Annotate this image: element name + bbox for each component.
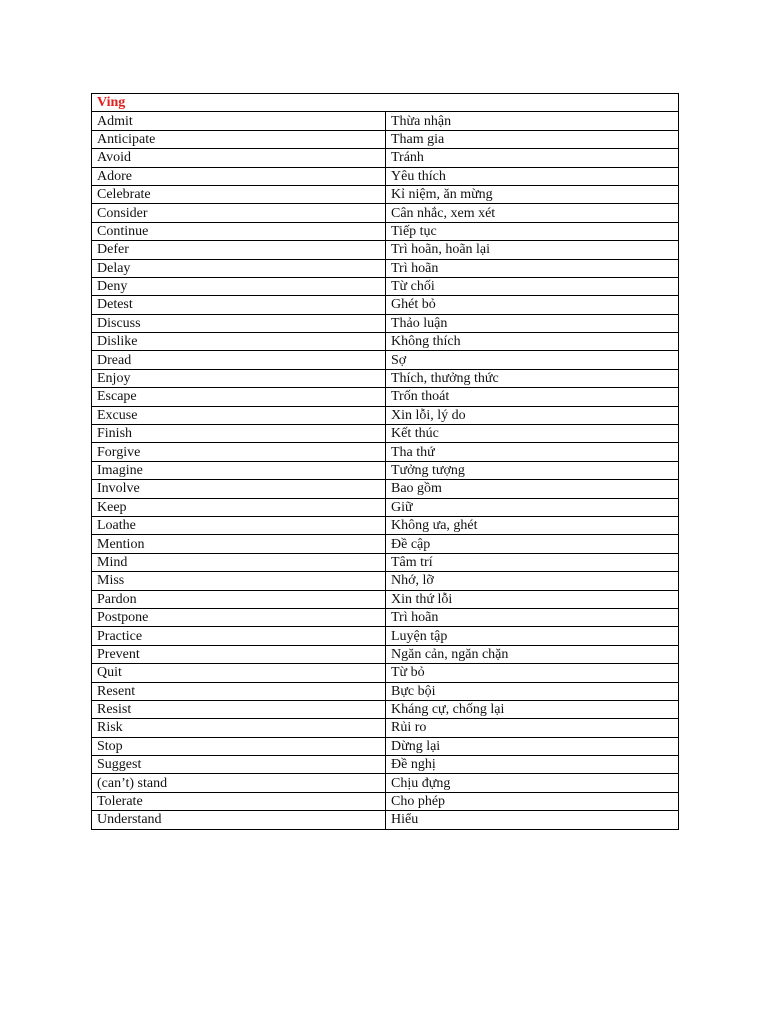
- table-row: [92, 167, 679, 185]
- english-word-cell: Finish: [92, 425, 386, 443]
- table-row: [92, 112, 679, 130]
- vietnamese-meaning-cell: Cân nhắc, xem xét: [386, 204, 679, 222]
- english-word-cell: Dread: [92, 351, 386, 369]
- english-word-cell: Continue: [92, 222, 386, 240]
- english-word-cell: Adore: [92, 167, 386, 185]
- table-row: [92, 700, 679, 718]
- vietnamese-meaning-cell: Không thích: [386, 333, 679, 351]
- table-row: [92, 130, 679, 148]
- vietnamese-meaning-cell: Thảo luận: [386, 314, 679, 332]
- table-row: [92, 369, 679, 387]
- table-row: [92, 241, 679, 259]
- english-word-cell: Pardon: [92, 590, 386, 608]
- english-word-cell: Celebrate: [92, 185, 386, 203]
- vietnamese-meaning-cell: Từ chối: [386, 277, 679, 295]
- english-word-cell: Delay: [92, 259, 386, 277]
- vietnamese-meaning-cell: Chịu đựng: [386, 774, 679, 792]
- english-word-cell: Risk: [92, 719, 386, 737]
- english-word-cell: Mention: [92, 535, 386, 553]
- table-row: [92, 425, 679, 443]
- english-word-cell: Tolerate: [92, 792, 386, 810]
- english-word-cell: Defer: [92, 241, 386, 259]
- vietnamese-meaning-cell: Kỉ niệm, ăn mừng: [386, 185, 679, 203]
- table-row: [92, 608, 679, 626]
- vietnamese-meaning-cell: Trì hoãn: [386, 608, 679, 626]
- table-row: [92, 774, 679, 792]
- english-word-cell: Keep: [92, 498, 386, 516]
- english-word-cell: Forgive: [92, 443, 386, 461]
- table-row: [92, 185, 679, 203]
- english-word-cell: Postpone: [92, 608, 386, 626]
- table-row: [92, 333, 679, 351]
- english-word-cell: Quit: [92, 664, 386, 682]
- table-row: [92, 737, 679, 755]
- table-row: [92, 572, 679, 590]
- english-word-cell: Mind: [92, 553, 386, 571]
- english-word-cell: Admit: [92, 112, 386, 130]
- vietnamese-meaning-cell: Tưởng tượng: [386, 461, 679, 479]
- vietnamese-meaning-cell: Yêu thích: [386, 167, 679, 185]
- vietnamese-meaning-cell: Giữ: [386, 498, 679, 516]
- table-row: [92, 627, 679, 645]
- vietnamese-meaning-cell: Tham gia: [386, 130, 679, 148]
- table-row: [92, 259, 679, 277]
- english-word-cell: Prevent: [92, 645, 386, 663]
- table-header-row: [92, 94, 679, 112]
- english-word-cell: Resent: [92, 682, 386, 700]
- english-word-cell: Avoid: [92, 149, 386, 167]
- table-row: [92, 553, 679, 571]
- vietnamese-meaning-cell: Đề cập: [386, 535, 679, 553]
- vietnamese-meaning-cell: Từ bỏ: [386, 664, 679, 682]
- english-word-cell: Suggest: [92, 756, 386, 774]
- vietnamese-meaning-cell: Bao gồm: [386, 480, 679, 498]
- english-word-cell: Involve: [92, 480, 386, 498]
- table-row: [92, 149, 679, 167]
- english-word-cell: Deny: [92, 277, 386, 295]
- table-row: [92, 314, 679, 332]
- english-word-cell: Enjoy: [92, 369, 386, 387]
- english-word-cell: Detest: [92, 296, 386, 314]
- english-word-cell: Anticipate: [92, 130, 386, 148]
- table-row: [92, 351, 679, 369]
- english-word-cell: Loathe: [92, 516, 386, 534]
- english-word-cell: Practice: [92, 627, 386, 645]
- table-row: [92, 664, 679, 682]
- table-row: [92, 461, 679, 479]
- vietnamese-meaning-cell: Xin lỗi, lý do: [386, 406, 679, 424]
- vietnamese-meaning-cell: Luyện tập: [386, 627, 679, 645]
- vietnamese-meaning-cell: Tha thứ: [386, 443, 679, 461]
- vietnamese-meaning-cell: Trì hoãn, hoãn lại: [386, 241, 679, 259]
- vietnamese-meaning-cell: Ngăn cản, ngăn chặn: [386, 645, 679, 663]
- vietnamese-meaning-cell: Xin thứ lỗi: [386, 590, 679, 608]
- english-word-cell: Excuse: [92, 406, 386, 424]
- table-row: [92, 811, 679, 829]
- table-row: [92, 388, 679, 406]
- english-word-cell: Stop: [92, 737, 386, 755]
- vietnamese-meaning-cell: Thích, thưởng thức: [386, 369, 679, 387]
- table-header-cell: Ving: [92, 94, 679, 112]
- table-row: [92, 682, 679, 700]
- english-word-cell: Consider: [92, 204, 386, 222]
- table-row: [92, 516, 679, 534]
- vietnamese-meaning-cell: Ghét bỏ: [386, 296, 679, 314]
- english-word-cell: Miss: [92, 572, 386, 590]
- english-word-cell: Escape: [92, 388, 386, 406]
- table-row: [92, 756, 679, 774]
- vietnamese-meaning-cell: Đề nghị: [386, 756, 679, 774]
- table-row: [92, 590, 679, 608]
- table-row: [92, 535, 679, 553]
- table-row: [92, 443, 679, 461]
- table-row: [92, 498, 679, 516]
- vietnamese-meaning-cell: Rủi ro: [386, 719, 679, 737]
- vietnamese-meaning-cell: Nhớ, lỡ: [386, 572, 679, 590]
- table-row: [92, 277, 679, 295]
- vietnamese-meaning-cell: Không ưa, ghét: [386, 516, 679, 534]
- vietnamese-meaning-cell: Thừa nhận: [386, 112, 679, 130]
- vietnamese-meaning-cell: Bực bội: [386, 682, 679, 700]
- table-row: [92, 645, 679, 663]
- vietnamese-meaning-cell: Trốn thoát: [386, 388, 679, 406]
- english-word-cell: Dislike: [92, 333, 386, 351]
- vietnamese-meaning-cell: Sợ: [386, 351, 679, 369]
- vietnamese-meaning-cell: Tâm trí: [386, 553, 679, 571]
- vietnamese-meaning-cell: Kết thúc: [386, 425, 679, 443]
- vietnamese-meaning-cell: Tránh: [386, 149, 679, 167]
- english-word-cell: Understand: [92, 811, 386, 829]
- vocabulary-table: [91, 93, 679, 830]
- english-word-cell: Resist: [92, 700, 386, 718]
- table-row: [92, 406, 679, 424]
- vietnamese-meaning-cell: Cho phép: [386, 792, 679, 810]
- table-row: [92, 719, 679, 737]
- table-row: [92, 222, 679, 240]
- table-row: [92, 204, 679, 222]
- vietnamese-meaning-cell: Tiếp tục: [386, 222, 679, 240]
- table-row: [92, 792, 679, 810]
- table-row: [92, 480, 679, 498]
- vietnamese-meaning-cell: Kháng cự, chống lại: [386, 700, 679, 718]
- vocabulary-table-body: [92, 94, 679, 830]
- vietnamese-meaning-cell: Dừng lại: [386, 737, 679, 755]
- vietnamese-meaning-cell: Trì hoãn: [386, 259, 679, 277]
- english-word-cell: Imagine: [92, 461, 386, 479]
- english-word-cell: (can’t) stand: [92, 774, 386, 792]
- english-word-cell: Discuss: [92, 314, 386, 332]
- vietnamese-meaning-cell: Hiểu: [386, 811, 679, 829]
- table-row: [92, 296, 679, 314]
